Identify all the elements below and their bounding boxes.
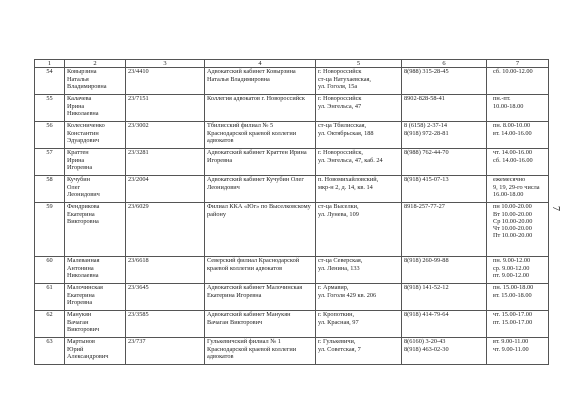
attorney-name-cell bbox=[65, 149, 126, 176]
organization-cell bbox=[205, 338, 316, 365]
phone-line: 8(988) 315-28-45 bbox=[404, 68, 449, 76]
attorney-name-line: Малеванная bbox=[67, 257, 100, 265]
reception-hours-cell bbox=[487, 284, 549, 311]
address-cell bbox=[316, 203, 402, 257]
attorney-name-cell bbox=[65, 95, 126, 122]
header-cell: 3 bbox=[126, 60, 205, 68]
phone-cell bbox=[402, 176, 487, 203]
attorney-name-line: Мартынов bbox=[67, 338, 95, 346]
hours-line: пн 10.00-20.00 bbox=[493, 203, 532, 211]
address-line: г. Новороссийск bbox=[318, 68, 362, 76]
attorney-name-cell bbox=[65, 203, 126, 257]
attorney-name-line: Эдуардович bbox=[67, 136, 99, 144]
address-line: ст-ца Выселки, bbox=[318, 203, 359, 211]
hours-line: вт. 14.00-16.00 bbox=[493, 129, 532, 137]
attorney-name-line: Юрий bbox=[67, 345, 84, 353]
table-header-row bbox=[35, 60, 549, 68]
phone-line: 8902-828-58-41 bbox=[404, 95, 445, 103]
address-line: ул. Гоголя 429 кв. 206 bbox=[318, 291, 377, 299]
address-cell bbox=[316, 68, 402, 95]
registry-number-cell: 23/7151 bbox=[126, 95, 205, 122]
organization-cell bbox=[205, 95, 316, 122]
organization-text: Адвокатский кабинет Краттен Ирина Игоревна bbox=[207, 149, 307, 164]
attorney-name-cell bbox=[65, 122, 126, 149]
row-number-cell: 59 bbox=[35, 203, 65, 257]
hours-line: сб. 14.00-16.00 bbox=[493, 156, 533, 164]
organization-text: Гулькевичский филиал № 1 Краснодарской краевой коллегии адвокатов bbox=[207, 338, 297, 360]
attorney-name-line: Николаевна bbox=[67, 109, 99, 117]
table-row bbox=[35, 68, 549, 95]
address-cell bbox=[316, 284, 402, 311]
address-line: п. Новомихайловский, bbox=[318, 176, 379, 184]
attorney-name-line: Ковырзина bbox=[67, 68, 97, 76]
header-cell: 1 bbox=[35, 60, 65, 68]
hours-line: 10.00-18.00 bbox=[493, 102, 524, 110]
reception-hours-cell bbox=[487, 95, 549, 122]
address-line: г. Новороссийск bbox=[318, 95, 362, 103]
address-line: ул. Энгельса, 47 bbox=[318, 102, 362, 110]
hours-line: Чт 10.00-20.00 bbox=[493, 225, 532, 233]
phone-cell bbox=[402, 122, 487, 149]
row-number-cell: 60 bbox=[35, 257, 65, 284]
header-cell: 5 bbox=[316, 60, 402, 68]
hours-line: вт. 9.00-11.00 bbox=[493, 338, 529, 346]
registry-number-cell: 23/2004 bbox=[126, 176, 205, 203]
attorney-registry-table bbox=[34, 59, 549, 365]
address-line: ул. Лунева, 109 bbox=[318, 210, 359, 218]
phone-line: 8(918) 463-02-30 bbox=[404, 345, 449, 353]
organization-cell bbox=[205, 311, 316, 338]
organization-text: Адвокатский кабинет Манукян Вачаган Викторович bbox=[207, 311, 291, 326]
hours-line: Вт 10.00-20.00 bbox=[493, 210, 532, 218]
address-cell bbox=[316, 257, 402, 284]
hours-line: пт. 15.00-17.00 bbox=[493, 318, 533, 326]
attorney-name-line: Антонина bbox=[67, 264, 94, 272]
hours-line: пн. 9.00-12.00 bbox=[493, 257, 531, 265]
page-number: 7 bbox=[550, 206, 561, 211]
hours-line: пт. 9.00-12.00 bbox=[493, 271, 530, 279]
attorney-name-cell bbox=[65, 176, 126, 203]
address-line: ул. Энгельса, 47, каб. 24 bbox=[318, 156, 383, 164]
hours-line: пн. 15.00-18.00 bbox=[493, 284, 534, 292]
registry-table-page bbox=[34, 59, 548, 365]
table-row bbox=[35, 257, 549, 284]
organization-text: Тбилисский филиал № 5 Краснодарской краевой коллегии адвокатов bbox=[207, 122, 297, 144]
attorney-name-line: Краттен bbox=[67, 149, 89, 157]
address-line: ул. Советская, 7 bbox=[318, 345, 361, 353]
attorney-name-line: Викторович bbox=[67, 325, 100, 333]
hours-line: чт. 15.00-17.00 bbox=[493, 311, 533, 319]
organization-text: Адвокатский кабинет Малочинская Екатерина Игоревна bbox=[207, 284, 303, 299]
row-number-cell: 57 bbox=[35, 149, 65, 176]
organization-text: Коллегия адвокатов г. Новороссийск bbox=[207, 95, 305, 103]
attorney-name-line: Фендрикова bbox=[67, 203, 100, 211]
table-row bbox=[35, 176, 549, 203]
header-cell: 4 bbox=[205, 60, 316, 68]
organization-text: Адвокатский кабинет Кучубин Олег Леонидович bbox=[207, 176, 304, 191]
attorney-name-line: Малочинская bbox=[67, 284, 103, 292]
reception-hours-cell bbox=[487, 338, 549, 365]
table-row bbox=[35, 122, 549, 149]
address-line: г. Армавир, bbox=[318, 284, 349, 292]
row-number-cell: 61 bbox=[35, 284, 65, 311]
address-line: г. Кропоткин, bbox=[318, 311, 355, 319]
attorney-name-cell bbox=[65, 311, 126, 338]
attorney-name-line: Екатерина bbox=[67, 210, 95, 218]
header-cell: 6 bbox=[402, 60, 487, 68]
reception-hours-cell bbox=[487, 122, 549, 149]
reception-hours-cell bbox=[487, 311, 549, 338]
hours-line: Ср 10.00-20.00 bbox=[493, 217, 533, 225]
hours-line: Пт 10.00-20.00 bbox=[493, 232, 533, 240]
phone-cell bbox=[402, 149, 487, 176]
phone-line: 8(918) 972-28-81 bbox=[404, 129, 449, 137]
attorney-name-cell bbox=[65, 338, 126, 365]
address-line: г. Гулькевичи, bbox=[318, 338, 356, 346]
row-number-cell: 62 bbox=[35, 311, 65, 338]
attorney-name-cell bbox=[65, 284, 126, 311]
hours-line: 16.00-18.00 bbox=[493, 190, 524, 198]
phone-line: 8(918) 414-79-64 bbox=[404, 311, 449, 319]
phone-line: 8(918) 260-99-88 bbox=[404, 257, 449, 265]
hours-line: 9, 19, 29-го числа bbox=[493, 183, 540, 191]
attorney-name-line: Вачаган bbox=[67, 318, 89, 326]
hours-line: ежемесячно bbox=[493, 176, 526, 184]
registry-number-cell: 23/737 bbox=[126, 338, 205, 365]
hours-line: пн.-пт. bbox=[493, 95, 511, 103]
phone-cell bbox=[402, 338, 487, 365]
attorney-name-line: Игоревна bbox=[67, 298, 93, 306]
organization-cell bbox=[205, 122, 316, 149]
address-line: ст-ца Тбилисская, bbox=[318, 122, 367, 130]
table-row bbox=[35, 311, 549, 338]
registry-number-cell: 23/3645 bbox=[126, 284, 205, 311]
attorney-name-cell bbox=[65, 68, 126, 95]
address-cell bbox=[316, 311, 402, 338]
registry-number-cell: 23/6029 bbox=[126, 203, 205, 257]
address-line: ст-ца Натухаевская, bbox=[318, 75, 371, 83]
organization-text: Филиал ККА «Юг» по Выселковскому району bbox=[207, 203, 311, 218]
address-line: ул. Ленина, 133 bbox=[318, 264, 360, 272]
reception-hours-cell bbox=[487, 68, 549, 95]
registry-number-cell: 23/6618 bbox=[126, 257, 205, 284]
phone-cell bbox=[402, 257, 487, 284]
attorney-name-line: Леонидович bbox=[67, 190, 100, 198]
reception-hours-cell bbox=[487, 176, 549, 203]
organization-cell bbox=[205, 257, 316, 284]
phone-cell bbox=[402, 95, 487, 122]
phone-cell bbox=[402, 68, 487, 95]
attorney-name-line: Ирина bbox=[67, 102, 85, 110]
row-number-cell: 58 bbox=[35, 176, 65, 203]
phone-cell bbox=[402, 311, 487, 338]
attorney-name-line: Кучубин bbox=[67, 176, 91, 184]
phone-line: 8(918) 141-52-12 bbox=[404, 284, 449, 292]
organization-cell bbox=[205, 203, 316, 257]
phone-line: 8(988) 762-44-70 bbox=[404, 149, 449, 157]
address-line: мкр-н 2, д. 14, кв. 14 bbox=[318, 183, 373, 191]
hours-line: сб. 10.00-12.00 bbox=[493, 68, 533, 76]
registry-number-cell: 23/3281 bbox=[126, 149, 205, 176]
address-cell bbox=[316, 95, 402, 122]
organization-cell bbox=[205, 149, 316, 176]
organization-text: Северский филиал Краснодарской краевой коллегии адвокатов bbox=[207, 257, 300, 272]
phone-cell bbox=[402, 284, 487, 311]
hours-line: чт. 9.00-11.00 bbox=[493, 345, 529, 353]
organization-text: Адвокатский кабинет Ковырзина Наталья Владимировна bbox=[207, 68, 296, 83]
address-cell bbox=[316, 176, 402, 203]
attorney-name-line: Ирина bbox=[67, 156, 85, 164]
phone-cell bbox=[402, 203, 487, 257]
phone-line: 8(918) 415-07-13 bbox=[404, 176, 449, 184]
row-number-cell: 63 bbox=[35, 338, 65, 365]
reception-hours-cell bbox=[487, 257, 549, 284]
attorney-name-line: Колесниченко bbox=[67, 122, 105, 130]
organization-cell bbox=[205, 68, 316, 95]
attorney-name-line: Манукян bbox=[67, 311, 92, 319]
attorney-name-line: Игоревна bbox=[67, 163, 93, 171]
organization-cell bbox=[205, 284, 316, 311]
address-line: ул. Гоголя, 15а bbox=[318, 82, 358, 90]
address-cell bbox=[316, 122, 402, 149]
attorney-name-line: Александрович bbox=[67, 352, 109, 360]
attorney-name-line: Калачева bbox=[67, 95, 92, 103]
hours-line: пн. 8.00-10.00 bbox=[493, 122, 531, 130]
table-row bbox=[35, 284, 549, 311]
attorney-name-line: Викторовна bbox=[67, 217, 99, 225]
table-row bbox=[35, 338, 549, 365]
table-row bbox=[35, 149, 549, 176]
attorney-name-line: Константин bbox=[67, 129, 99, 137]
address-line: г. Новороссийск, bbox=[318, 149, 364, 157]
row-number-cell: 54 bbox=[35, 68, 65, 95]
attorney-name-line: Екатерина bbox=[67, 291, 95, 299]
table-row bbox=[35, 203, 549, 257]
registry-number-cell: 23/3585 bbox=[126, 311, 205, 338]
reception-hours-cell bbox=[487, 149, 549, 176]
hours-line: чт. 14.00-16.00 bbox=[493, 149, 533, 157]
phone-line: 8 (6158) 2-37-14 bbox=[404, 122, 448, 130]
attorney-name-cell bbox=[65, 257, 126, 284]
table-row bbox=[35, 95, 549, 122]
attorney-name-line: Николаевна bbox=[67, 271, 99, 279]
row-number-cell: 55 bbox=[35, 95, 65, 122]
registry-number-cell: 23/3002 bbox=[126, 122, 205, 149]
address-cell bbox=[316, 338, 402, 365]
attorney-name-line: Владимировна bbox=[67, 82, 107, 90]
phone-line: 8(6160) 3-20-43 bbox=[404, 338, 446, 346]
reception-hours-cell bbox=[487, 203, 549, 257]
registry-number-cell: 23/4410 bbox=[126, 68, 205, 95]
address-line: ул. Красная, 97 bbox=[318, 318, 359, 326]
attorney-name-line: Олег bbox=[67, 183, 81, 191]
organization-cell bbox=[205, 176, 316, 203]
attorney-name-line: Наталья bbox=[67, 75, 89, 83]
header-cell: 2 bbox=[65, 60, 126, 68]
address-line: ул. Октябрьская, 188 bbox=[318, 129, 374, 137]
header-cell: 7 bbox=[487, 60, 549, 68]
hours-line: ср. 9.00-12.00 bbox=[493, 264, 530, 272]
phone-line: 8918-257-77-27 bbox=[404, 203, 445, 211]
address-cell bbox=[316, 149, 402, 176]
hours-line: вт. 15.00-18.00 bbox=[493, 291, 532, 299]
address-line: ст-ца Северская, bbox=[318, 257, 363, 265]
row-number-cell: 56 bbox=[35, 122, 65, 149]
